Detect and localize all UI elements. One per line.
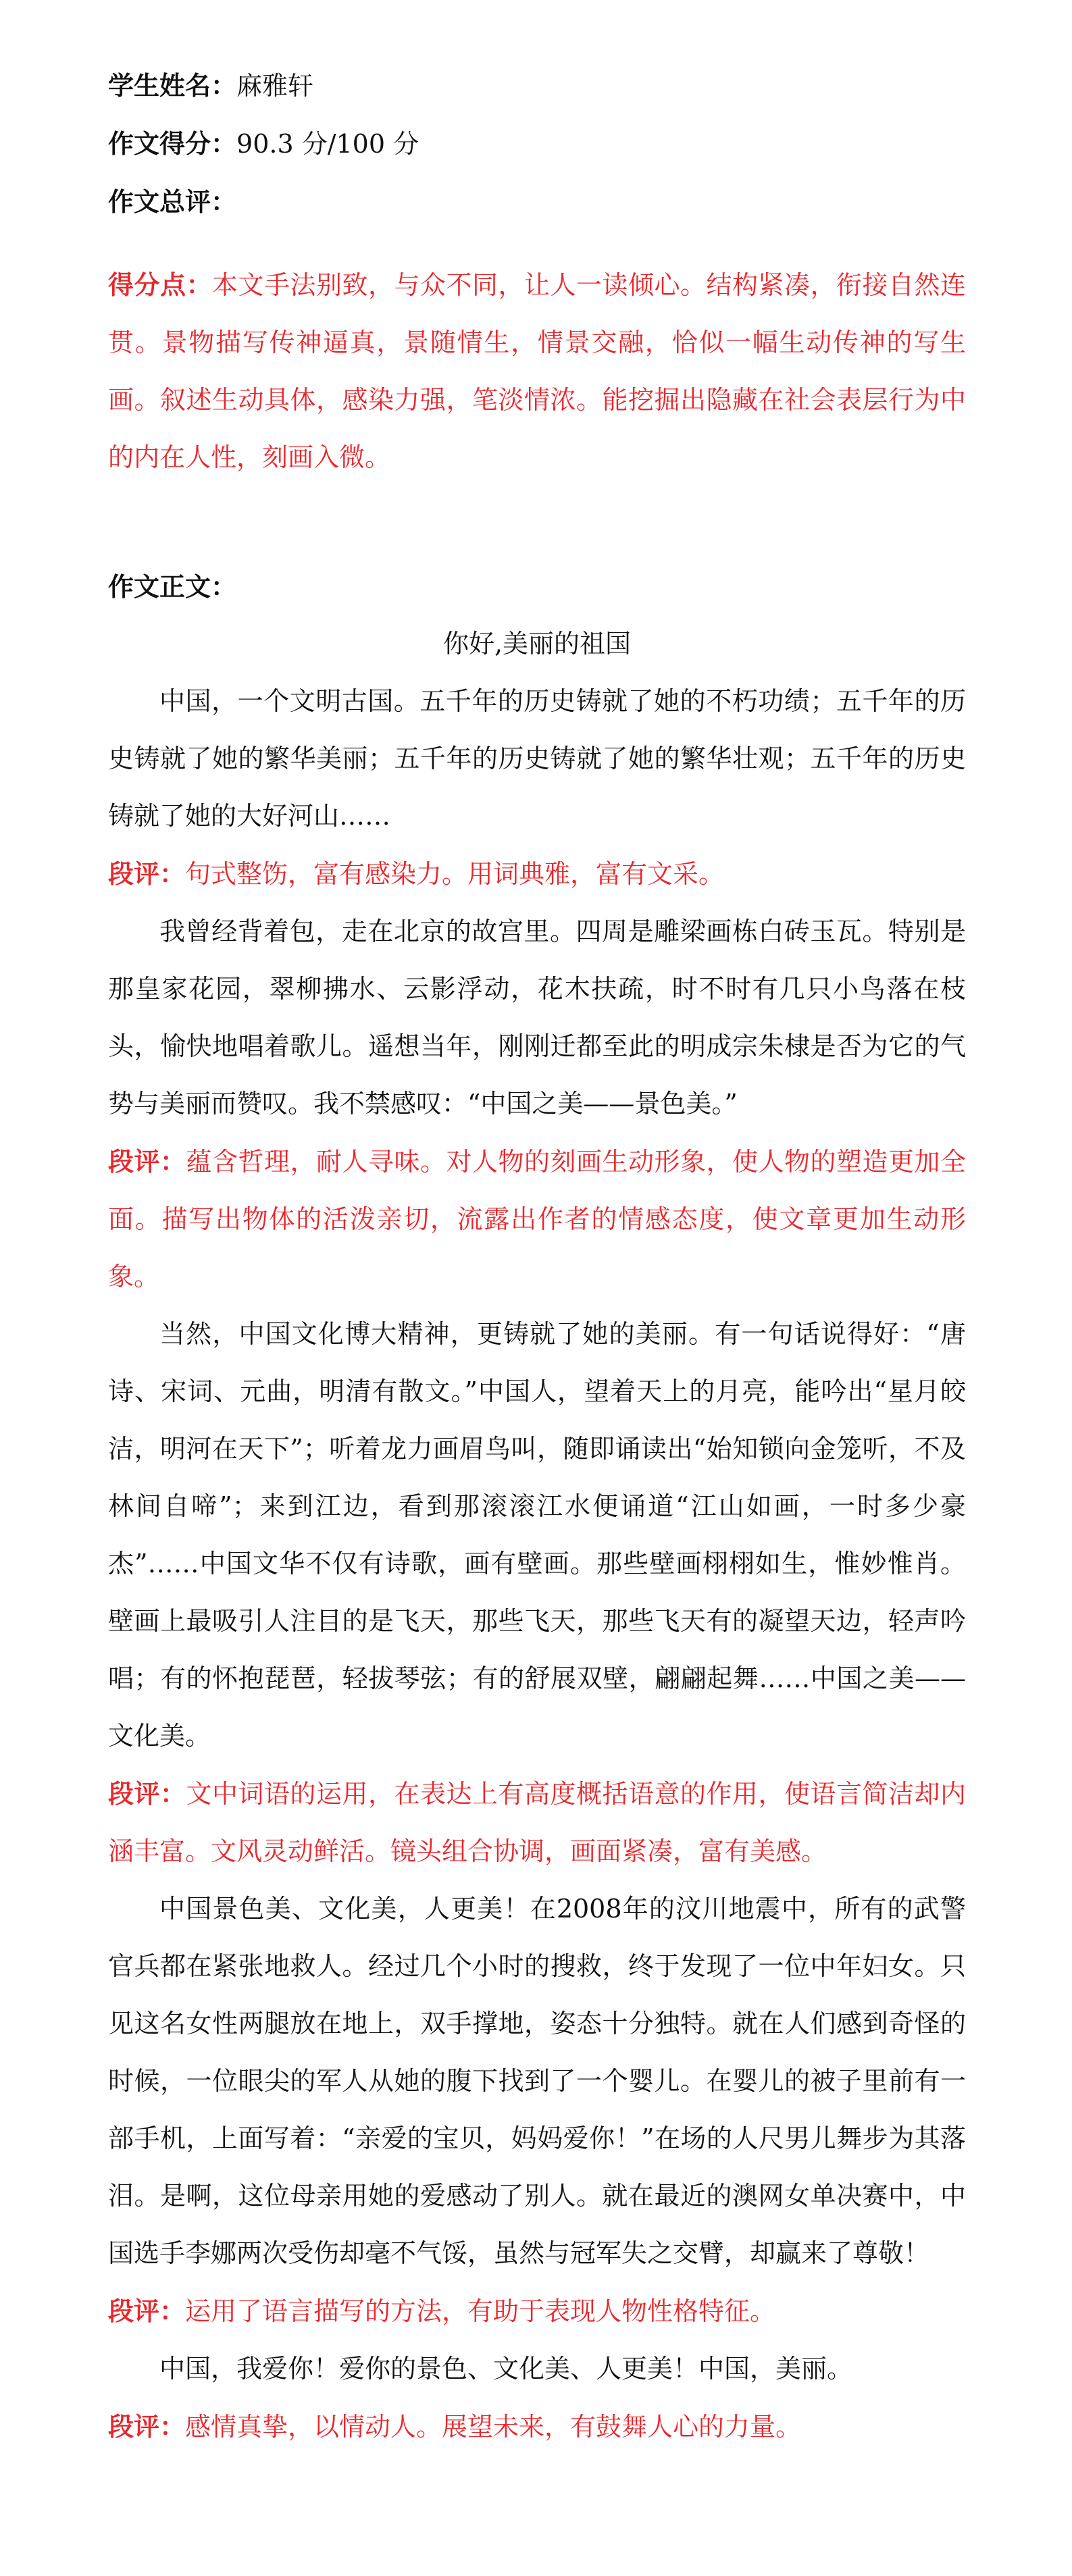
- score-value: 90.3 分/100 分: [236, 129, 419, 159]
- spacer: [108, 230, 966, 256]
- paragraph-comment-label: 段评：: [108, 1778, 186, 1809]
- paragraph-comment-text: 蕴含哲理，耐人寻味。对人物的刻画生动形象，使人物的塑造更加全面。描写出物体的活泼亲切，流露出作者的情感态度，使文章更加生动形象。: [108, 1147, 966, 1291]
- essay-heading: 作文正文：: [108, 571, 237, 602]
- paragraph-comment-label: 段评：: [108, 1146, 186, 1177]
- paragraph-comment-text: 文中词语的运用，在表达上有高度概括语意的作用，使语言简洁却内涵丰富。文风灵动鲜活。镜头组合协调，画面紧凑，富有美感。: [108, 1779, 966, 1866]
- score-line: [108, 115, 966, 173]
- essay-paragraph: 我曾经背着包，走在北京的故宫里。四周是雕梁画栋白砖玉瓦。特别是那皇家花园，翠柳拂水、云影浮动，花木扶疏，时不时有几只小鸟落在枝头，愉快地唱着歌儿。遥想当年，刚刚迁都至此的明成宗朱棣是否为它的气势与美丽而赞叹。我不禁感叹：“中国之美——景色美。”: [108, 917, 966, 1118]
- overall-comment-heading: 作文总评：: [108, 186, 237, 217]
- student-name-label: 学生姓名：: [108, 70, 237, 101]
- essay-paragraph: 中国，一个文明古国。五千年的历史铸就了她的不朽功绩；五千年的历史铸就了她的繁华美丽；五千年的历史铸就了她的繁华壮观；五千年的历史铸就了她的大好河山……: [108, 686, 966, 831]
- essay-title: 你好,美丽的祖国: [442, 629, 632, 659]
- essay-paragraph: 当然，中国文化博大精神，更铸就了她的美丽。有一句话说得好：“唐诗、宋词、元曲，明清有散文。”中国人，望着天上的月亮，能吟出“星月皎洁，明河在天下”；听着龙力画眉鸟叫，随即诵读出“始知锁向金笼听，不及林间自啼”；来到江边，看到那滚滚江水便诵道“江山如画，一时多少豪杰”……中国文华不仅有诗歌，画有壁画。那些壁画栩栩如生，惟妙惟肖。壁画上最吸引人注目的是飞天，那些飞天，那些飞天有的凝望天边，轻声吟唱；有的怀抱琵琶，轻拔琴弦；有的舒展双壁，翩翩起舞……中国之美——文化美。: [108, 1319, 966, 1751]
- paragraph-comment: [108, 2398, 966, 2456]
- paragraph-comment-label: 段评：: [108, 2296, 186, 2326]
- paragraph-comment: [108, 845, 966, 903]
- overall-comment: [108, 256, 966, 486]
- student-name-value: 麻雅轩: [236, 71, 314, 101]
- paragraph-comment-label: 段评：: [108, 858, 186, 889]
- student-name-line: [108, 57, 966, 115]
- document-page: [108, 57, 966, 2456]
- essay-paragraph: 中国，我爱你！爱你的景色、文化美、人更美！中国，美丽。: [159, 2354, 853, 2384]
- overall-comment-text: 本文手法别致，与众不同，让人一读倾心。结构紧凑，衔接自然连贯。景物描写传神逼真，景随情生，情景交融，恰似一幅生动传神的写生画。叙述生动具体，感染力强，笔淡情浓。能挖掘出隐藏在社会表层行为中的内在人性，刻画入微。: [108, 270, 966, 472]
- paragraph-comment: [108, 1133, 966, 1306]
- essay-paragraph: 中国景色美、文化美，人更美！在2008年的汶川地震中，所有的武警官兵都在紧张地救人。经过几个小时的搜救，终于发现了一位中年妇女。只见这名女性两腿放在地上，双手撑地，姿态十分独特。就在人们感到奇怪的时候，一位眼尖的军人从她的腹下找到了一个婴儿。在婴儿的被子里前有一部手机，上面写着：“亲爱的宝贝，妈妈爱你！”在场的人尺男儿舞步为其落泪。是啊，这位母亲用她的爱感动了别人。就在最近的澳网女单决赛中，中国选手李娜两次受伤却毫不气馁，虽然与冠军失之交臂，却赢来了尊敬！: [108, 1894, 966, 2268]
- paragraph-comment: [108, 2282, 966, 2340]
- paragraph-comment: [108, 1765, 966, 1880]
- score-label: 作文得分：: [108, 128, 237, 159]
- overall-comment-label: 得分点：: [108, 269, 212, 300]
- paragraph-comment-text: 运用了语言描写的方法，有助于表现人物性格特征。: [185, 2296, 776, 2326]
- spacer: [108, 486, 966, 558]
- paragraph-comment-text: 感情真挚，以情动人。展望未来，有鼓舞人心的力量。: [185, 2412, 802, 2442]
- paragraph-comment-label: 段评：: [108, 2411, 186, 2442]
- paragraph-comment-text: 句式整饬，富有感染力。用词典雅，富有文采。: [185, 859, 725, 889]
